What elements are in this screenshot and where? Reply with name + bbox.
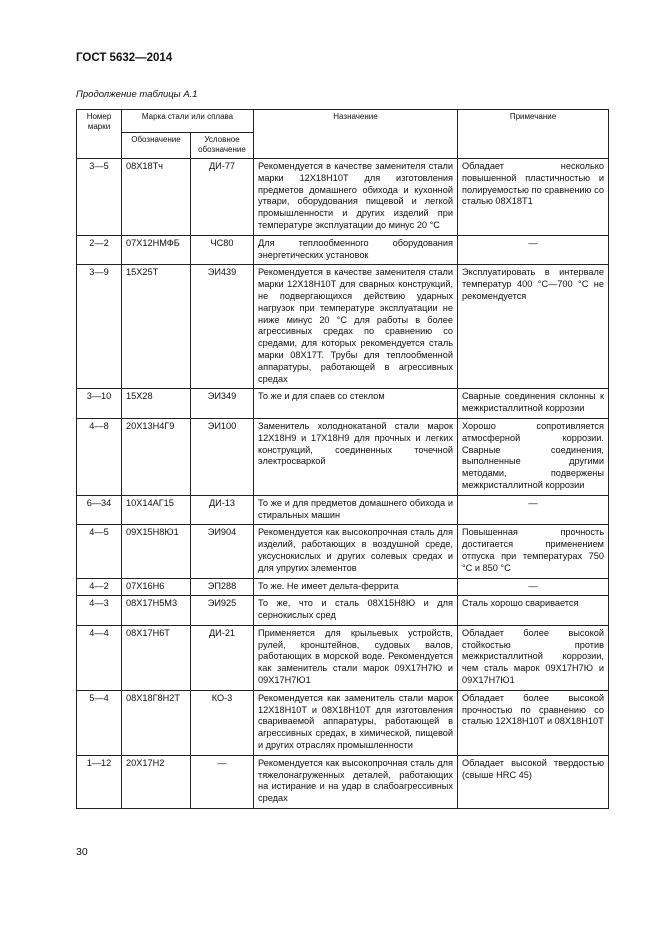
header-number: Номер марки	[77, 110, 122, 159]
row-grade: 15Х25Т	[122, 265, 191, 389]
row-purpose: Рекомендуется в качестве заменителя стали марки 12Х18Н10Т для изготовления предметов домашнего обихода и кухонной утвари, оборудования пищевой и легкой промышленности и других изделий при температуре эксплуатации до минус 20 °С	[254, 159, 458, 236]
row-number: 3—9	[77, 265, 122, 389]
row-grade: 20Х17Н2	[122, 755, 191, 808]
row-purpose: То же и для предметов домашнего обихода и стиральных машин	[254, 495, 458, 525]
row-purpose: Рекомендуется как высокопрочная сталь для тяжелонагруженных деталей, работающих на истирание и на удар в слабоагрессивных средах	[254, 755, 458, 808]
row-grade: 08Х18Тч	[122, 159, 191, 236]
row-code: ДИ-13	[191, 495, 254, 525]
row-number: 6—34	[77, 495, 122, 525]
row-note: Сталь хорошо сваривается	[458, 596, 609, 626]
row-number: 3—10	[77, 389, 122, 419]
row-code: ЭИ439	[191, 265, 254, 389]
row-grade: 07Х12НМФБ	[122, 235, 191, 265]
row-code: ЭИ349	[191, 389, 254, 419]
header-note: Примечание	[458, 110, 609, 159]
row-purpose: Рекомендуется как заменитель стали марок 12Х18Н10Т и 08Х18Н10Т для изготовления свариваемой аппаратуры, работающей в агрессивных средах, в химической, пищевой и других отраслях промышленности	[254, 690, 458, 755]
table-row	[77, 755, 609, 808]
row-note: Сварные соединения склонны к межкристаллитной коррозии	[458, 389, 609, 419]
table-row	[77, 418, 609, 495]
table-row	[77, 525, 609, 578]
table-body	[77, 159, 609, 809]
row-purpose: Рекомендуется как высокопрочная сталь для изделий, работающих в воздушной среде, уксуснокислых и других солевых средах и для упругих элементов	[254, 525, 458, 578]
row-number: 4—3	[77, 596, 122, 626]
row-code: ЧС80	[191, 235, 254, 265]
row-note: —	[458, 578, 609, 596]
row-purpose: То же. Не имеет дельта-феррита	[254, 578, 458, 596]
header-conditional: Условное обозначение	[191, 133, 254, 159]
row-code: ЭИ925	[191, 596, 254, 626]
row-code: КО-3	[191, 690, 254, 755]
row-number: 4—4	[77, 625, 122, 690]
row-number: 2—2	[77, 235, 122, 265]
row-grade: 15Х28	[122, 389, 191, 419]
row-note: Обладает несколько повышенной пластичностью и полируемостью по сравнению со сталью 08Х18Т1	[458, 159, 609, 236]
table-row	[77, 159, 609, 236]
row-grade: 09Х15Н8Ю1	[122, 525, 191, 578]
table-row	[77, 389, 609, 419]
header-grade-group: Марка стали или сплава	[122, 110, 254, 133]
standard-title: ГОСТ 5632—2014	[76, 52, 173, 64]
header-purpose: Назначение	[254, 110, 458, 159]
table-row	[77, 495, 609, 525]
row-number: 4—5	[77, 525, 122, 578]
row-note: Эксплуатировать в интервале температур 400 °С—700 °С не рекомендуется	[458, 265, 609, 389]
row-purpose: Для теплообменного оборудования энергетических установок	[254, 235, 458, 265]
table-row	[77, 625, 609, 690]
row-code: ЭП288	[191, 578, 254, 596]
table-row	[77, 690, 609, 755]
row-purpose: Рекомендуется в качестве заменителя стали марки 12Х18Н10Т для сварных конструкций, не подвергающихся действию ударных нагрузок при температуре эксплуатации не ниже минус 20 °С для работы в более агрессивных средах по сравнению со средами, для которых рекомендуется сталь марки 08Х17Т. Трубы для теплообменной аппаратуры, работающей в агрессивных средах	[254, 265, 458, 389]
row-note: —	[458, 495, 609, 525]
row-note: Обладает высокой твердостью (свыше HRC 45)	[458, 755, 609, 808]
row-number: 4—8	[77, 418, 122, 495]
table-row	[77, 265, 609, 389]
table-continuation-caption: Продолжение таблицы А.1	[76, 89, 198, 100]
row-note: Обладает более высокой стойкостью против межкристаллитной коррозии, чем сталь марок 09Х17Н7Ю и 09Х17Н7Ю1	[458, 625, 609, 690]
row-note: Хорошо сопротивляется атмосферной коррозии. Сварные соединения, выполненные другими методами, подвержены межкристаллитной коррозии	[458, 418, 609, 495]
row-grade: 10Х14АГ15	[122, 495, 191, 525]
row-grade: 08Х18Г8Н2Т	[122, 690, 191, 755]
row-note: Обладает более высокой прочностью по сравнению со сталью 12Х18Н10Т и 08Х18Н10Т	[458, 690, 609, 755]
steel-grades-table	[76, 109, 609, 809]
row-purpose: Заменитель холоднокатаной стали марок 12Х18Н9 и 17Х18Н9 для прочных и легких конструкций, соединенных точечной электросваркой	[254, 418, 458, 495]
row-code: ДИ-21	[191, 625, 254, 690]
row-code: ДИ-77	[191, 159, 254, 236]
row-grade: 08Х17Н5М3	[122, 596, 191, 626]
row-number: 3—5	[77, 159, 122, 236]
row-code: —	[191, 755, 254, 808]
row-grade: 08Х17Н6Т	[122, 625, 191, 690]
header-designation: Обозначение	[122, 133, 191, 159]
row-number: 5—4	[77, 690, 122, 755]
row-grade: 07Х16Н6	[122, 578, 191, 596]
table-row	[77, 596, 609, 626]
row-code: ЭИ904	[191, 525, 254, 578]
row-purpose: То же и для спаев со стеклом	[254, 389, 458, 419]
table-row	[77, 578, 609, 596]
row-purpose: То же, что и сталь 08Х15Н8Ю и для сернокислых сред	[254, 596, 458, 626]
page-number: 30	[76, 846, 88, 858]
row-note: —	[458, 235, 609, 265]
row-number: 1—12	[77, 755, 122, 808]
row-purpose: Применяется для крыльевых устройств, рулей, кронштейнов, судовых валов, работающих в морской воде. Рекомендуется как заменитель стали марок 09Х17Н7Ю и 09Х17Н7Ю1	[254, 625, 458, 690]
row-grade: 20Х13Н4Г9	[122, 418, 191, 495]
row-code: ЭИ100	[191, 418, 254, 495]
table-row	[77, 235, 609, 265]
row-note: Повышенная прочность достигается применением отпуска при температурах 750 °С и 850 °С	[458, 525, 609, 578]
row-number: 4—2	[77, 578, 122, 596]
